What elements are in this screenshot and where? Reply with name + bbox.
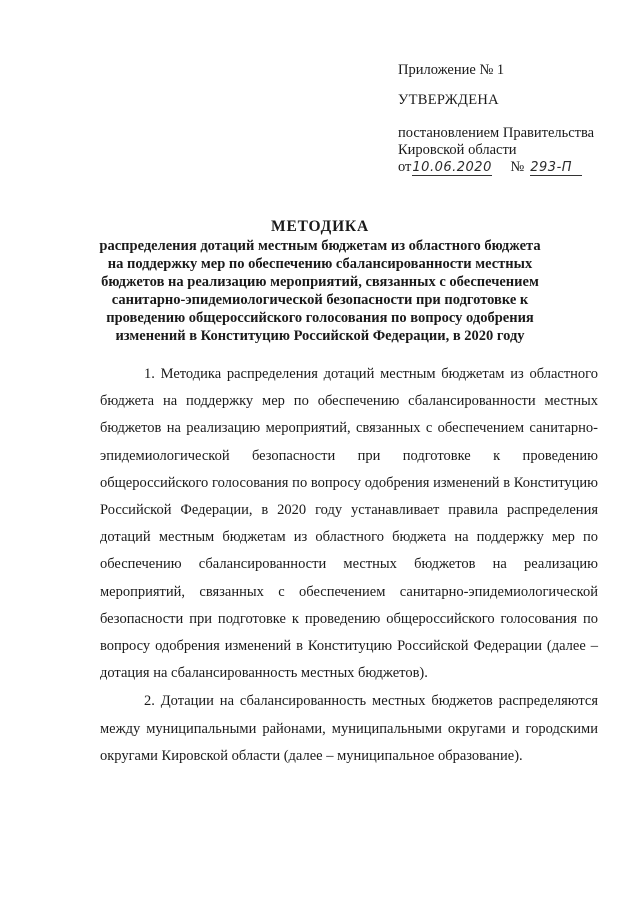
document-body <box>100 361 598 770</box>
approval-block <box>398 62 628 176</box>
title-line: санитарно-эпидемиологической безопасности при подготовке к <box>111 292 529 308</box>
document-title <box>60 218 580 345</box>
handwritten-number: 293-П <box>530 161 582 176</box>
paragraph-2: 2. Дотации на сбалансированность местных бюджетов распределяются между муниципальными районами, муниципальными округами и городскими округами Кировской области (далее – муниципальное образование). <box>100 693 598 764</box>
number-label: № <box>510 159 525 175</box>
title-line: бюджетов на реализацию мероприятий, связанных с обеспечением <box>101 274 539 290</box>
annex-label: Приложение № 1 <box>398 62 505 78</box>
handwritten-date: 10.06.2020 <box>412 160 492 175</box>
date-prefix: от <box>398 159 412 175</box>
approval-line-2: Кировской области <box>398 142 517 158</box>
paragraph-1: 1. Методика распределения дотаций местным бюджетам из областного бюджета на поддержку мер по обеспечению сбалансированности местных бюджетов на реализацию мероприятий, связанных с обеспечением санитарно-эпидемиологической безопасности при подготовке к проведению общероссийского голосования по вопросу одобрения изменений в Конституцию Российской Федерации, в 2020 году устанавливает правила распределения дотаций местным бюджетам из областного бюджета на поддержку мер по обеспечению сбалансированности местных бюджетов на реализацию мероприятий, связанных с обеспечением санитарно-эпидемиологической безопасности при подготовке к проведению общероссийского голосования по вопросу одобрения изменений в Конституцию Российской Федерации (далее – дотация на сбалансированность местных бюджетов). <box>100 366 598 682</box>
approval-date-row <box>398 159 628 176</box>
title-line: на поддержку мер по обеспечению сбалансированности местных <box>107 256 533 272</box>
title-line: распределения дотаций местным бюджетам из областного бюджета <box>99 238 541 254</box>
approval-line-1: постановлением Правительства <box>398 125 595 141</box>
title-line: изменений в Конституцию Российской Федерации, в 2020 году <box>115 328 525 344</box>
title-line: проведению общероссийского голосования по вопросу одобрения <box>106 310 534 326</box>
title-main: МЕТОДИКА <box>271 218 369 235</box>
approved-label: УТВЕРЖДЕНА <box>398 92 499 108</box>
